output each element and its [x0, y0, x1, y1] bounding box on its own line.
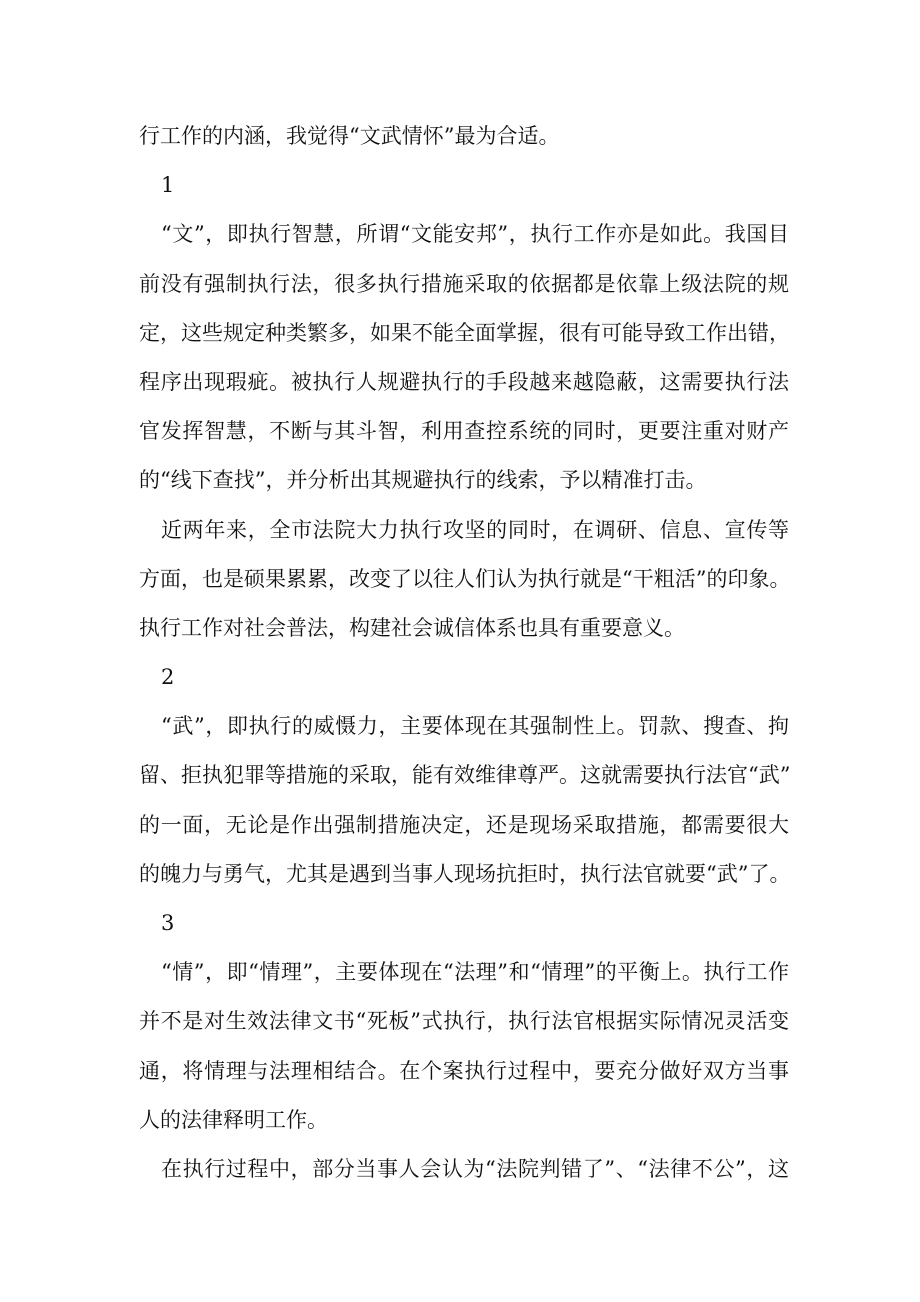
- text-line: “文”，即执行智慧，所谓“文能安邦”，执行工作亦是如此。我国目: [161, 222, 789, 247]
- section-number: 3: [161, 911, 175, 935]
- text-line: 通，将情理与法理相结合。在个案执行过程中，要充分做好双方当事: [139, 1058, 789, 1083]
- text-line: 方面，也是硕果累累，改变了以往人们认为执行就是“干粗活”的印象。: [139, 566, 791, 591]
- text-line: 官发挥智慧，不断与其斗智，利用查控系统的同时，更要注重对财产: [139, 419, 789, 444]
- text-line: 定，这些规定种类繁多，如果不能全面掌握，很有可能导致工作出错，: [139, 320, 790, 345]
- section-number: 2: [161, 665, 175, 690]
- body-text: [139, 112, 789, 1194]
- text-line: 的一面，无论是作出强制措施决定，还是现场采取措施，都需要很大: [139, 812, 789, 837]
- text-line: 近两年来，全市法院大力执行攻坚的同时，在调研、信息、宣传等: [161, 517, 789, 542]
- text-line: 留、拒执犯罪等措施的采取，能有效维律尊严。这就需要执行法官“武”: [139, 763, 791, 788]
- section-number: 1: [161, 173, 175, 198]
- text-line: 的“线下查找”，并分析出其规避执行的线索，予以精准打击。: [139, 468, 707, 493]
- text-line: 执行工作对社会普法，构建社会诚信体系也具有重要意义。: [139, 615, 685, 640]
- text-line: 行工作的内涵，我觉得“文武情怀”最为合适。: [139, 124, 560, 148]
- text-line: 的魄力与勇气，尤其是遇到当事人现场抗拒时，执行法官就要“武”了。: [139, 861, 791, 886]
- text-line: “情”，即“情理”，主要体现在“法理”和“情理”的平衡上。执行工作: [161, 960, 789, 985]
- text-line: 程序出现瑕疵。被执行人规避执行的手段越来越隐蔽，这需要执行法: [139, 369, 789, 394]
- text-line: “武”，即执行的威慑力，主要体现在其强制性上。罚款、搜查、拘: [161, 714, 789, 739]
- text-line: 前没有强制执行法，很多执行措施采取的依据都是依靠上级法院的规: [139, 271, 789, 296]
- text-line: 在执行过程中，部分当事人会认为“法院判错了”、“法律不公”，这: [161, 1156, 789, 1181]
- text-line: 人的法律释明工作。: [139, 1107, 328, 1132]
- text-line: 并不是对生效法律文书“死板”式执行，执行法官根据实际情况灵活变: [139, 1009, 789, 1034]
